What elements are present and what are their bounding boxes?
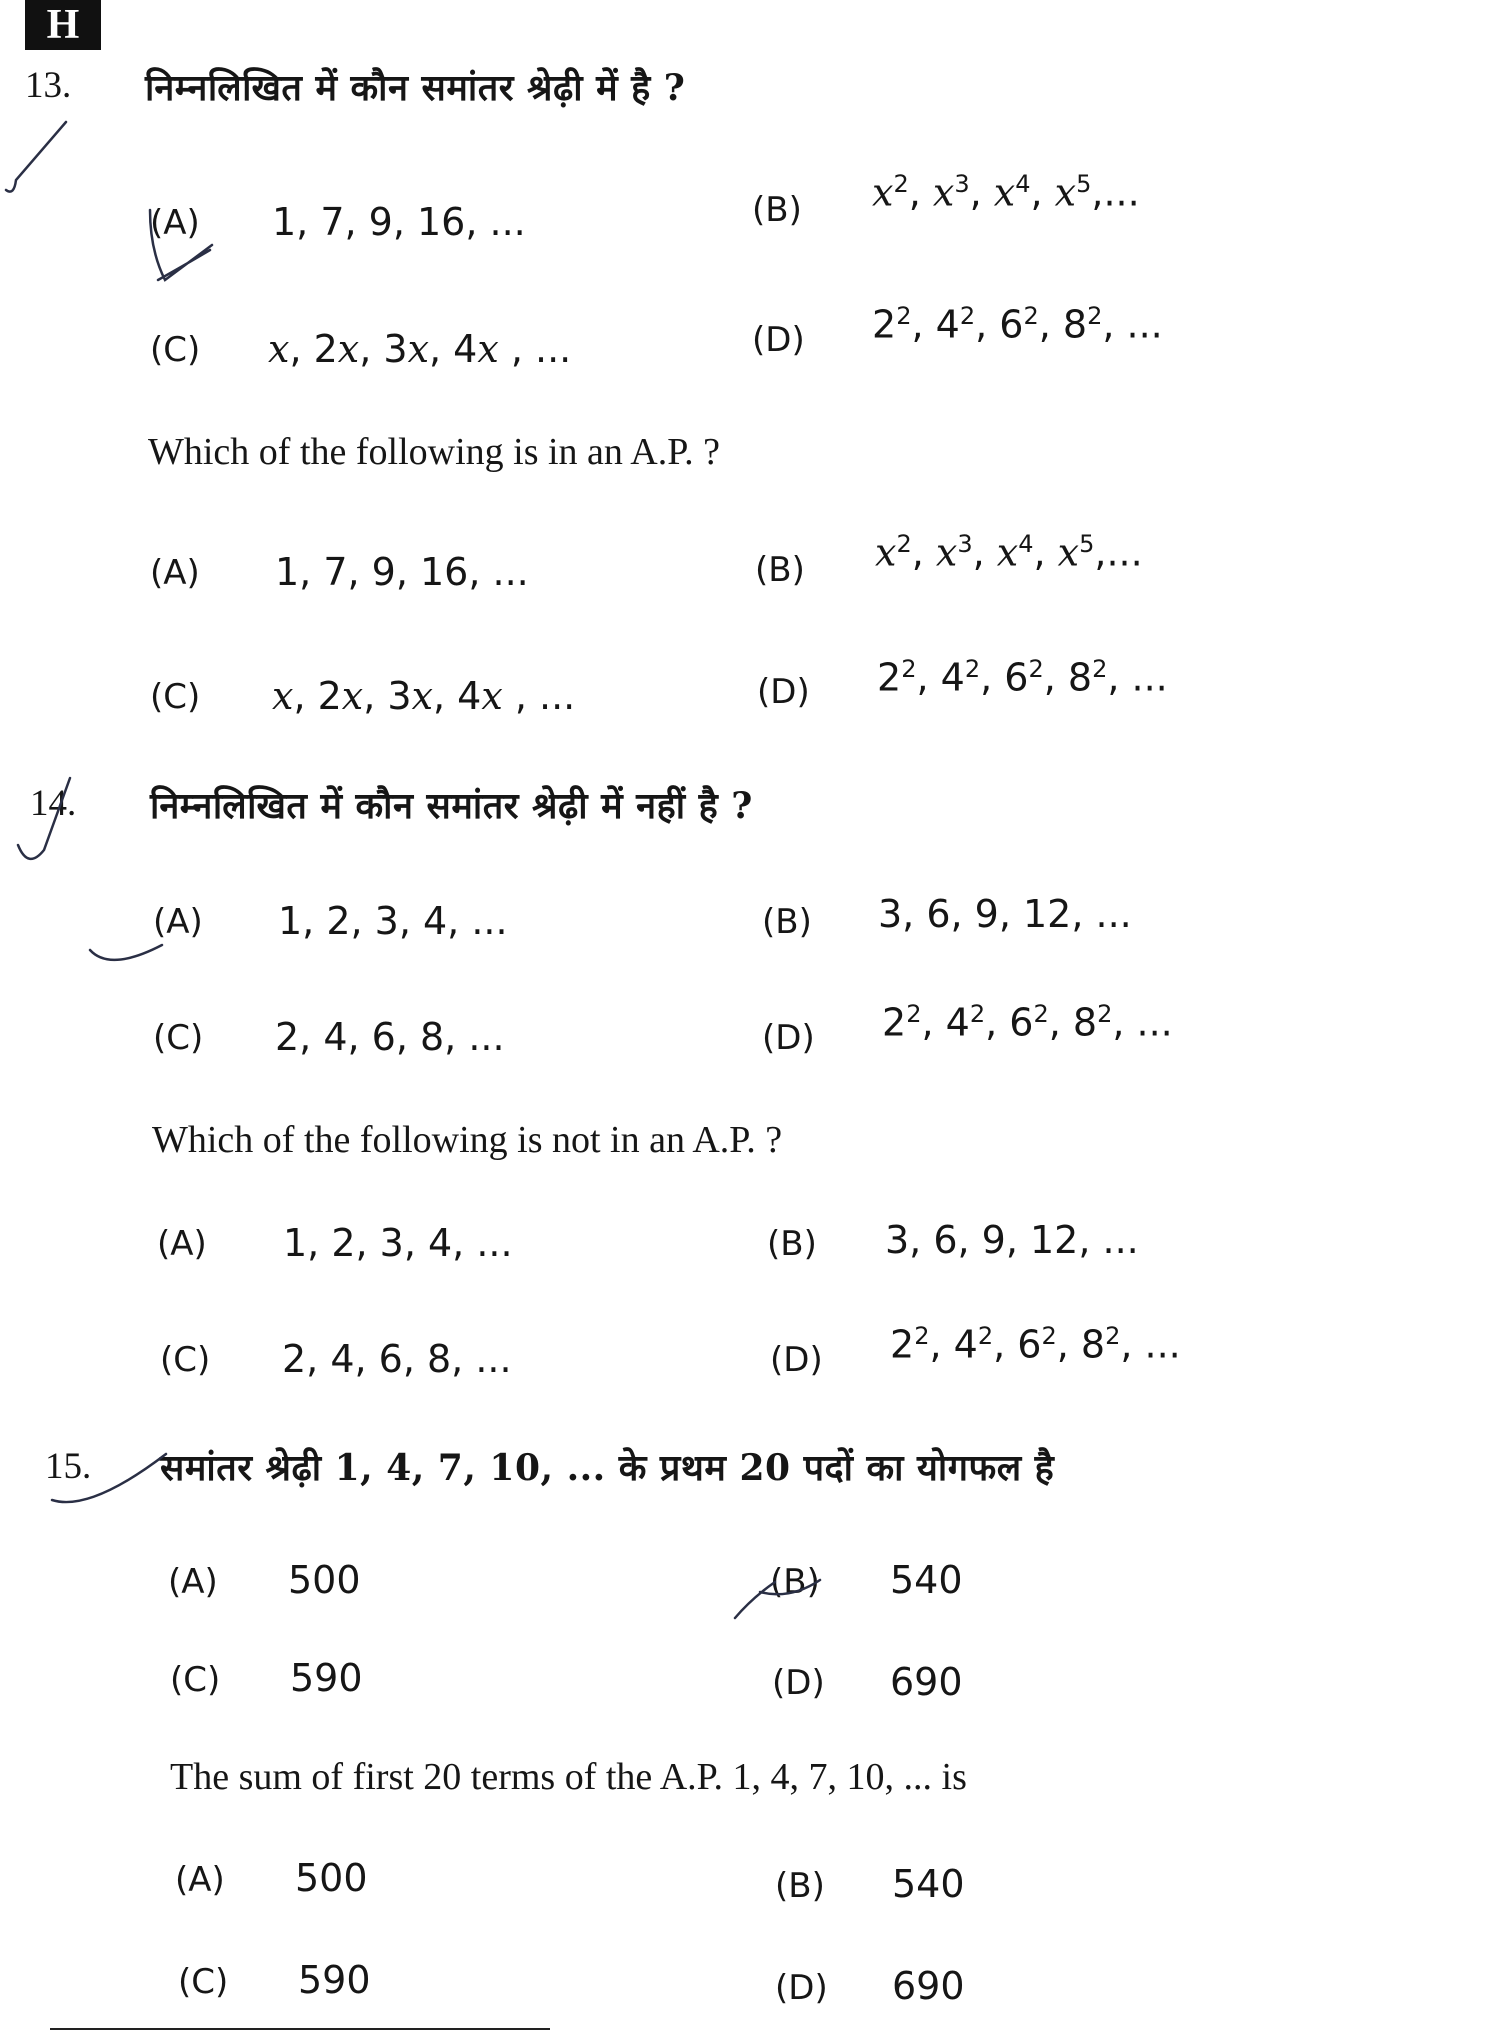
option-b-value: $x^2$, $x^3$, $x^4$, $x^5$,...: [872, 170, 1140, 215]
question-text-english: Which of the following is not in an A.P. ?: [152, 1119, 783, 1161]
option-c-value: x, 2x, 3x, 4x , ...: [272, 674, 576, 718]
option-d-value: $2^2$, $4^2$, $6^2$, $8^2$, ...: [877, 655, 1168, 700]
option-b-value: $x^2$, $x^3$, $x^4$, $x^5$,...: [875, 530, 1143, 575]
footer-rule: [50, 2028, 550, 2030]
question-text-hindi: निम्नलिखित में कौन समांतर श्रेढ़ी में है ?: [145, 67, 686, 109]
question-text-hindi: समांतर श्रेढ़ी 1, 4, 7, 10, ... के प्रथम 20 पदों का योगफल है: [160, 1447, 1055, 1489]
option-d-value: $2^2$, $4^2$, $6^2$, $8^2$, ...: [890, 1322, 1181, 1367]
option-d-value: $2^2$, $4^2$, $6^2$, $8^2$, ...: [872, 302, 1163, 347]
question-text-hindi: निम्नलिखित में कौन समांतर श्रेढ़ी में नहीं है ?: [150, 785, 753, 827]
page-section-badge: H: [25, 0, 101, 50]
tick-mark-q13: [6, 122, 66, 192]
question-text-english: Which of the following is in an A.P. ?: [148, 431, 721, 473]
question-number: 15.: [45, 1446, 92, 1487]
question-text-english: The sum of first 20 terms of the A.P. 1, 4, 7, 10, ... is: [170, 1756, 967, 1798]
question-number: 14.: [30, 783, 77, 824]
question-number: 13.: [25, 65, 72, 106]
option-d-value: $2^2$, $4^2$, $6^2$, $8^2$, ...: [882, 1000, 1173, 1045]
option-c-value: x, 2x, 3x, 4x , ...: [268, 327, 572, 371]
pen-scribble-q14a: [90, 945, 162, 960]
